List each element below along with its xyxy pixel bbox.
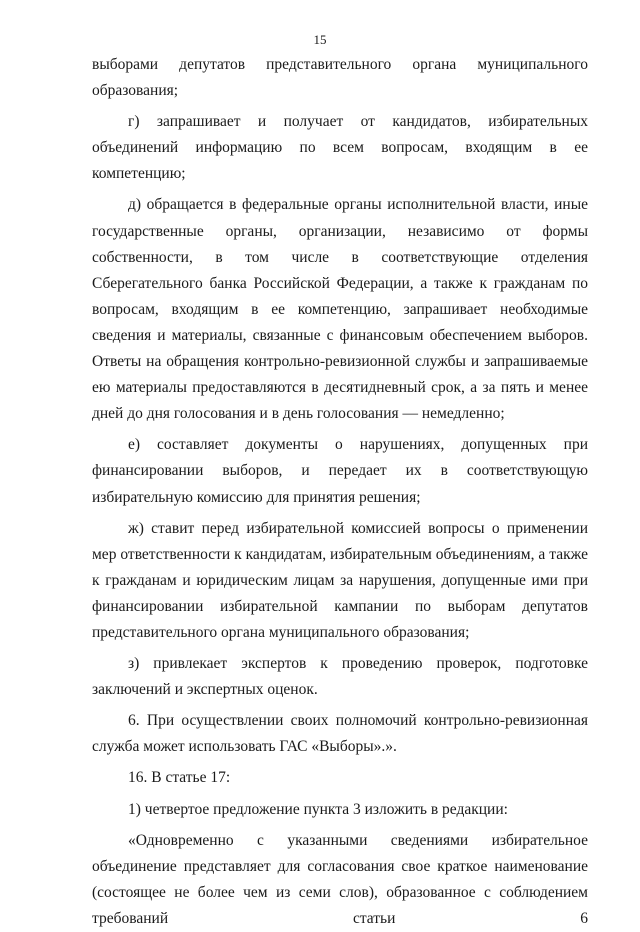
page-number: 15 [313, 32, 327, 47]
paragraph-article-16: 16. В статье 17: [128, 769, 231, 787]
paragraph-quote: «Одновременно с указанными сведениями избирательное объединение представляет для согласования свое краткое наименование (состоящее не более чем из семи слов), образованное с соблюдением требований статьи 6 [92, 831, 588, 927]
paragraph-item-g: г) запрашивает и получает от кандидатов, избирательных объединений информацию по всем вопросам, входящим в ее компетенцию; [92, 113, 588, 183]
paragraph-point-6: 6. При осуществлении своих полномочий контрольно-ревизионная служба может использовать ГАС «Выборы».». [92, 712, 588, 756]
paragraph-item-d: д) обращается в федеральные органы исполнительной власти, иные государственные органы, организации, независимо от формы собственности, в том числе в соответствующие отделения Сберегательного банка Российской Федерации, а также к гражданам по вопросам, входящим в ее компетенцию, запрашивает необходимые сведения и материалы, связанные с финансовым обеспечением выборов. Ответы на обращения контрольно-ревизионной службы и запрашиваемые ею материалы предоставляются в десятидневный срок, а за пять и менее дней до дня голосования и в день голосования — немедленно; [92, 196, 588, 423]
paragraph-continuation: выборами депутатов представительного органа муниципального образования; [92, 56, 588, 100]
paragraph-item-z: з) привлекает экспертов к проведению проверок, подготовке заключений и экспертных оценок. [92, 655, 588, 699]
document-text [92, 52, 588, 932]
paragraph-subpoint-1: 1) четвертое предложение пункта 3 изложить в редакции: [128, 800, 508, 818]
paragraph-item-e: е) составляет документы о нарушениях, допущенных при финансировании выборов, и передает их в соответствующую избирательную комиссию для принятия решения; [92, 436, 588, 506]
paragraph-item-zh: ж) ставит перед избирательной комиссией вопросы о применении мер ответственности к кандидатам, избирательным объединениям, а также к гражданам и юридическим лицам за нарушения, допущенные ими при финансировании избирательной кампании по выборам депутатов представительного органа муниципального образования; [92, 519, 588, 641]
